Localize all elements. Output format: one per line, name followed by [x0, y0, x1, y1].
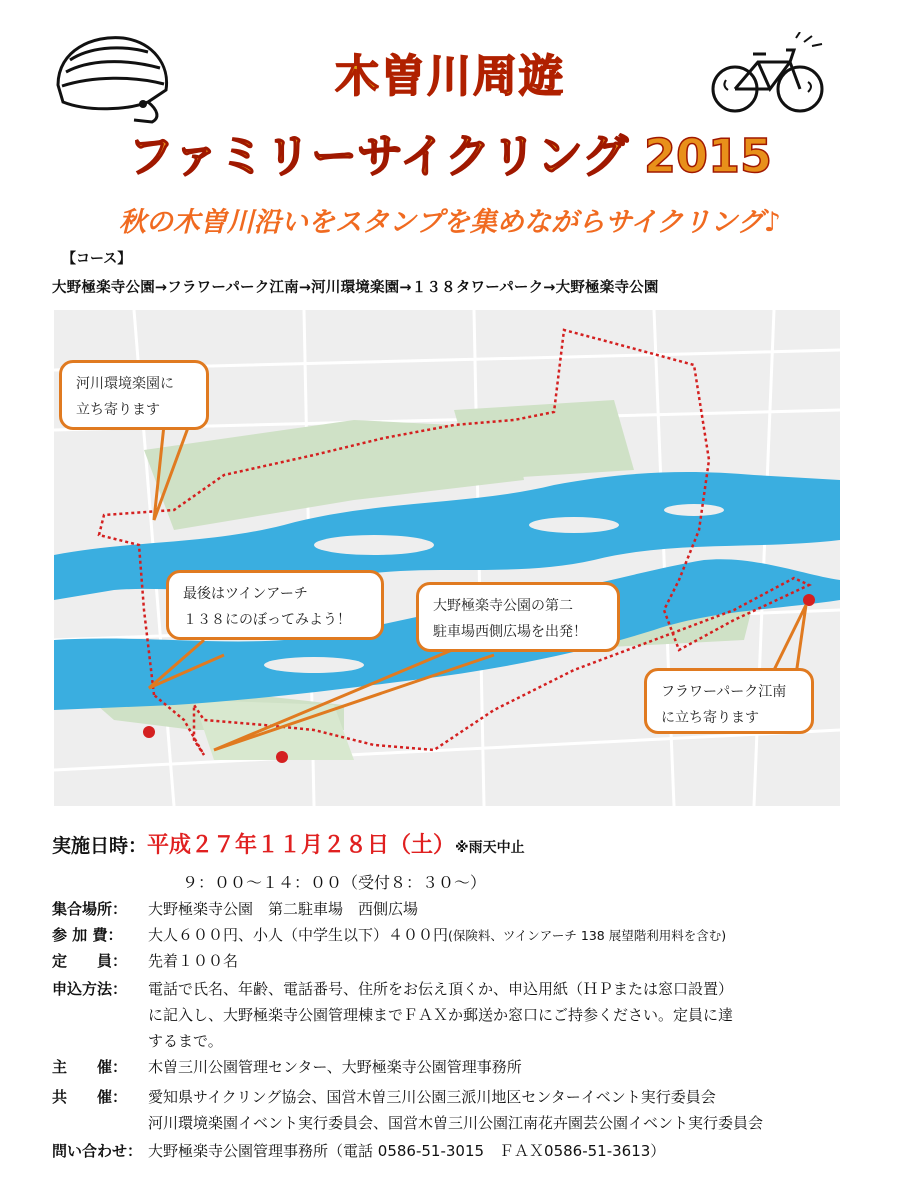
detail-text: 先着１００名 [148, 952, 239, 970]
start-marker [276, 751, 288, 763]
detail-fee [52, 924, 726, 945]
callout-line: 最後はツインアーチ [183, 586, 308, 602]
callout-line: フラワーパーク江南 [661, 684, 787, 700]
subtitle: 秋の木曽川沿いをスタンプを集めながらサイクリング♪ [118, 207, 782, 238]
detail-text: 大野極楽寺公園管理事務所（電話 0586-51-3015 ＦＡＸ0586-51-3613） [148, 1142, 666, 1160]
detail-text: 電話で氏名、年齢、電話番号、住所をお伝え頂くか、申込用紙（ＨＰまたは窓口設置） [148, 980, 734, 998]
tower-park-marker [143, 726, 155, 738]
detail-capacity [52, 950, 238, 971]
callout-line: 河川環境楽園に [76, 376, 174, 392]
rain-note: ※雨天中止 [455, 840, 525, 856]
detail-label: 主 催： [52, 1058, 128, 1076]
detail-label: 集合場所： [52, 900, 128, 918]
callout-kawa-kankyo [59, 360, 209, 430]
detail-label: 問い合わせ： [52, 1142, 143, 1160]
detail-co-organizer [52, 1084, 763, 1136]
callout-twin-arch [166, 570, 384, 640]
event-time: ９：００〜１４：００（受付８：３０〜） [182, 873, 487, 892]
date-label: 実施日時： [52, 835, 148, 857]
detail-note: (保険料、ツインアーチ 138 展望階利用料を含む) [448, 928, 727, 943]
detail-text: 木曽三川公園管理センター、大野極楽寺公園管理事務所 [148, 1058, 522, 1076]
callout-line: 大野極楽寺公園の第二 [433, 598, 573, 614]
detail-contact [52, 1140, 665, 1161]
callout-flower-park [644, 668, 814, 734]
callout-line: に立ち寄ります [661, 710, 759, 726]
detail-text: に記入し、大野極楽寺公園管理棟までＦＡＸか郵送か窓口にご持参ください。定員に達 [148, 1006, 734, 1024]
callout-start [416, 582, 620, 652]
detail-label: 共 催： [52, 1088, 128, 1106]
date-value: 平成２７年１１月２８日（土） [147, 833, 456, 858]
title-line2: ファミリーサイクリング 2015 [127, 129, 773, 183]
title-line1: 木曽川周遊 [335, 51, 565, 102]
detail-label: 申込方法： [52, 980, 128, 998]
callout-line: １３８にのぼってみよう！ [183, 612, 351, 628]
course-route: 大野極楽寺公園→フラワーパーク江南→河川環境楽園→１３８タワーパーク→大野極楽寺公園 [52, 280, 659, 296]
detail-label: 参 加 費： [52, 926, 123, 944]
detail-text: するまで。 [148, 1032, 223, 1050]
detail-label: 定 員： [52, 952, 128, 970]
detail-application [52, 976, 733, 1054]
detail-text: 愛知県サイクリング協会、国営木曽三川公園三派川地区センターイベント実行委員会 [148, 1088, 716, 1106]
callout-line: 立ち寄ります [76, 402, 160, 418]
route-map [54, 310, 840, 806]
course-heading: 【コース】 [62, 251, 132, 267]
detail-text: 大野極楽寺公園 第二駐車場 西側広場 [148, 900, 419, 918]
detail-text: 河川環境楽園イベント実行委員会、国営木曽三川公園江南花卉園芸公園イベント実行委員会 [148, 1114, 764, 1132]
detail-organizer [52, 1056, 522, 1077]
detail-venue [52, 898, 418, 919]
event-date-row [52, 828, 525, 859]
callout-line: 駐車場西側広場を出発！ [433, 624, 587, 640]
flower-park-marker [803, 594, 815, 606]
detail-text: 大人６００円、小人（中学生以下）４００円 [148, 926, 449, 944]
